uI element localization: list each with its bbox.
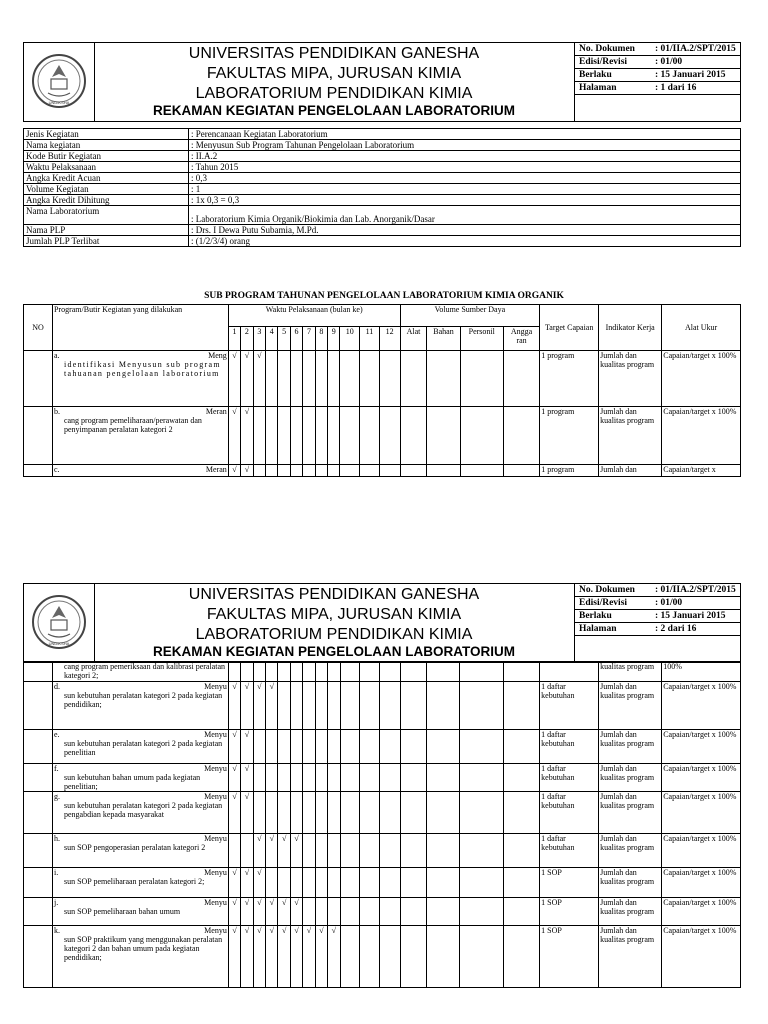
table-row: j. Menyu sun SOP pemeliharaan bahan umum √ √ √ √ √ √ 1 SOP Jumlah dan kualitas program Capaian/target x 100% [24,898,741,926]
month-check: √ [328,926,340,988]
info-row: Angka Kredit Dihitung : 1x 0,3 = 0,3 [24,195,741,206]
month-check: √ [228,868,240,898]
col-no: NO [24,305,53,351]
info-row: Nama Laboratorium : Laboratorium Kimia Organik/Biokimia dan Lab. Anorganik/Dasar [24,206,741,225]
col-indikator: Indikator Kerja [599,305,662,351]
col-program: Program/Butir Kegiatan yang dilakukan [52,305,228,351]
month-check: √ [290,834,302,868]
info-row: Nama PLP : Drs. I Dewa Putu Subamia, M.Pd. [24,225,741,236]
info-row: Volume Kegiatan : 1 [24,184,741,195]
month-check: √ [315,926,327,988]
month-check: √ [228,898,240,926]
table-row: b. Meran cang program pemeliharaan/perawatan dan penyimpanan peralatan kategori 2 √ √ 1 program Jumlah dan kualitas program Capaian/target x 100% [24,407,741,465]
document-meta: No. Dokumen : 01/IIA.2/SPT/2015 Edisi/Revisi : 01/00 Berlaku : 15 Januari 2015 Halaman : 2 dari 16 [574,584,741,662]
month-check: √ [266,898,278,926]
month-check: √ [241,926,253,988]
faculty-name: FAKULTAS MIPA, JURUSAN KIMIA [206,606,462,623]
month-check: √ [253,868,265,898]
month-check: √ [266,834,278,868]
table-row: h. Menyu sun SOP pengoperasian peralatan kategori 2 √ √ √ √ 1 daftar kebutuhan Jumlah dan kualitas program Capaian/target x 100% [24,834,741,868]
logo-caption: UNDIKSHA [48,641,70,646]
month-check: √ [241,868,253,898]
month-check: √ [241,898,253,926]
col-volume: Volume Sumber Daya [400,305,540,327]
info-row: Angka Kredit Acuan : 0,3 [24,173,741,184]
col-bahan: Bahan [427,327,460,351]
university-logo [24,584,95,662]
month-check: √ [241,764,253,792]
table-row: c. Meran √ √ 1 program Jumlah dan Capaian/target x [24,465,741,477]
month-check: √ [228,764,240,792]
col-alat-ukur: Alat Ukur [662,305,741,351]
table-row: i. Menyu sun SOP pemeliharaan peralatan kategori 2; √ √ √ 1 SOP Jumlah dan kualitas program Capaian/target x 100% [24,868,741,898]
col-personil: Personil [460,327,503,351]
page1-header [23,42,741,122]
logo-caption: UNDIKSHA [48,100,70,105]
faculty-name: FAKULTAS MIPA, JURUSAN KIMIA [206,65,462,82]
table-row: d. Menyu sun kebutuhan peralatan kategori 2 pada kegiatan pendidikan; √ √ √ √ 1 daftar kebutuhan Jumlah dan kualitas program Capaian/target x 100% [24,682,741,730]
table-row: g. Menyu sun kebutuhan peralatan kategori 2 pada kegiatan pengabdian kepada masyarakat √ √ 1 daftar kebutuhan Jumlah dan kualitas program Capaian/target x 100% [24,792,741,834]
month-check: √ [253,898,265,926]
table-row: e. Menyu sun kebutuhan peralatan kategori 2 pada kegiatan penelitian √ √ 1 daftar kebutuhan Jumlah dan kualitas program Capaian/target x 100% [24,730,741,764]
info-row: Jenis Kegiatan : Perencanaan Kegiatan Laboratorium [24,129,741,140]
month-check: √ [253,926,265,988]
month-check: √ [241,682,253,730]
month-check: √ [278,834,290,868]
month-check: √ [253,682,265,730]
lab-name: LABORATORIUM PENDIDIKAN KIMIA [195,626,473,643]
month-check: √ [278,926,290,988]
info-row: Nama kegiatan : Menyusun Sub Program Tahunan Pengelolaan Laboratorium [24,140,741,151]
activity-info-table [23,128,741,247]
info-row: Waktu Pelaksanaan : Tahun 2015 [24,162,741,173]
month-check: √ [228,730,240,764]
month-check: √ [278,898,290,926]
month-check: √ [266,926,278,988]
document-meta: No. Dokumen : 01/IIA.2/SPT/2015 Edisi/Revisi : 01/00 Berlaku : 15 Januari 2015 Halaman : 1 dari 16 [574,43,741,121]
table-row: cang program pemeriksaan dan kalibrasi peralatan kategori 2; kualitas program 100% [24,662,741,682]
col-anggaran: Angga ran [503,327,539,351]
table-row: k. Menyu sun SOP praktikum yang menggunakan peralatan kategori 2 dan bahan umum pada kegiatan pendidikan; √ √ √ √ √ √ √ √ √ 1 SOP Jumlah dan kualitas program Capaian/target x 100% [24,926,741,988]
month-check: √ [290,926,302,988]
month-check: √ [266,682,278,730]
col-alat: Alat [400,327,427,351]
program-table-continued [23,661,741,988]
record-title: REKAMAN KEGIATAN PENGELOLAAN LABORATORIUM [153,644,515,659]
page-number: : 1 dari 16 [655,83,697,93]
university-name: UNIVERSITAS PENDIDIKAN GANESHA [188,45,480,62]
page-number: : 2 dari 16 [655,624,697,634]
university-name: UNIVERSITAS PENDIDIKAN GANESHA [188,586,480,603]
month-check: √ [253,834,265,868]
month-check: √ [241,730,253,764]
month-check: √ [290,898,302,926]
program-table: NO Program/Butir Kegiatan yang dilakukan Waktu Pelaksanaan (bulan ke) Volume Sumber Daya Target Capaian Indikator Kerja Alat Ukur 1 2 3 4 5 6 7 8 9 10 11 12 Alat Bahan Personil Angga ran a. Meng identifikasi Menyusun sub program tahuanan pengelolaan laboratorium √ √ √ 1 program Jumlah dan kualitas program Capaian/target x 100% b. Meran cang program pemeliharaan/perawatan dan penyimpanan peralatan kategori 2 √ √ 1 program Jumlah dan kualitas program Capaian/target x 100% c. Meran √ √ 1 program Jumlah dan Capaian/target x [23,304,741,477]
month-check: √ [241,792,253,834]
lab-name: LABORATORIUM PENDIDIKAN KIMIA [195,85,473,102]
university-logo [24,43,95,121]
info-row: Jumlah PLP Terlibat : (1/2/3/4) orang [24,236,741,247]
col-waktu: Waktu Pelaksanaan (bulan ke) [228,305,400,327]
page2-header [23,583,741,663]
col-target: Target Capaian [540,305,599,351]
month-check: √ [228,926,240,988]
table-row: f. Menyu sun kebutuhan bahan umum pada kegiatan penelitian; √ √ 1 daftar kebutuhan Jumlah dan kualitas program Capaian/target x 100% [24,764,741,792]
month-check: √ [228,682,240,730]
info-row: Kode Butir Kegiatan : II.A.2 [24,151,741,162]
month-check: √ [303,926,315,988]
record-title: REKAMAN KEGIATAN PENGELOLAAN LABORATORIUM [153,103,515,118]
month-check: √ [228,792,240,834]
section-title: SUB PROGRAM TAHUNAN PENGELOLAAN LABORATORIUM KIMIA ORGANIK [204,291,564,301]
table-row: a. Meng identifikasi Menyusun sub program tahuanan pengelolaan laboratorium √ √ √ 1 program Jumlah dan kualitas program Capaian/target x 100% [24,351,741,407]
